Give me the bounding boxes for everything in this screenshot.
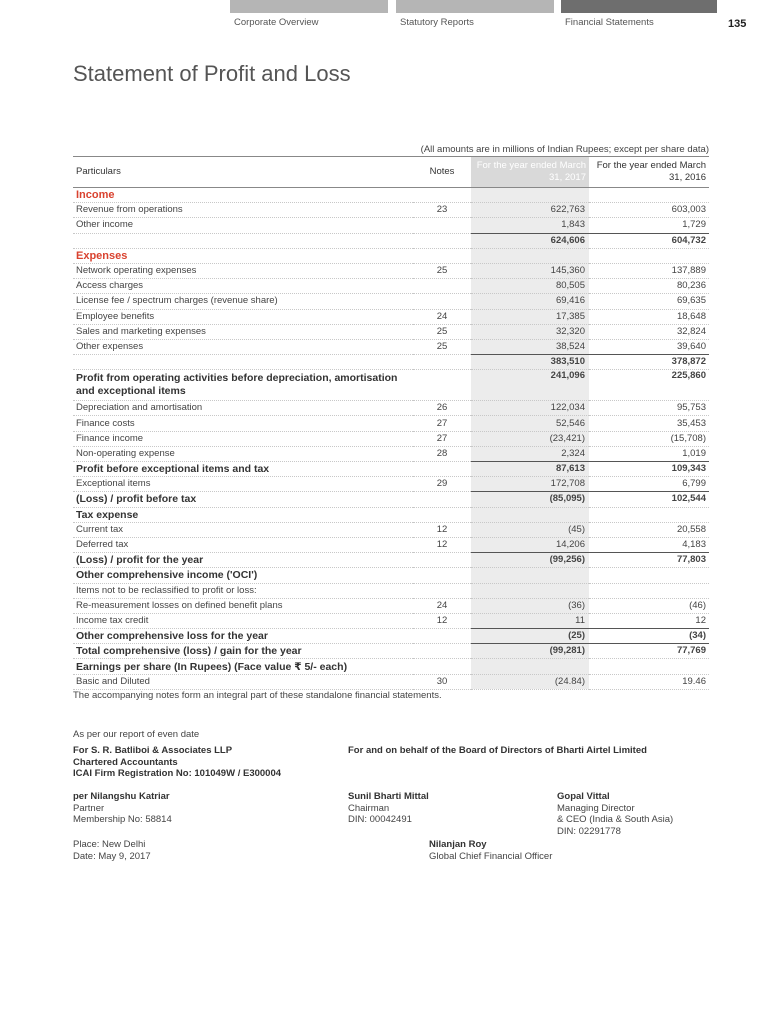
row-previous-year-value: 378,872 [589, 355, 709, 370]
table-row [73, 446, 709, 461]
row-label: Employee benefits [73, 309, 413, 324]
row-note [413, 279, 471, 294]
row-note: 23 [413, 203, 471, 218]
top-navigation [0, 0, 770, 30]
row-previous-year-value: 12 [589, 613, 709, 628]
row-label: Other income [73, 218, 413, 233]
row-label: Expenses [73, 248, 413, 263]
tab-bar [230, 0, 388, 13]
row-previous-year-value: (46) [589, 598, 709, 613]
row-note [413, 188, 471, 203]
row-note [413, 583, 471, 598]
row-note: 26 [413, 401, 471, 416]
row-note [413, 659, 471, 674]
tab-label: Financial Statements [565, 17, 654, 28]
row-label: Other comprehensive income ('OCI') [73, 568, 413, 583]
row-previous-year-value: 109,343 [589, 462, 709, 477]
page-number: 135 [728, 18, 747, 30]
place-date-block [73, 839, 151, 862]
row-note [413, 370, 471, 401]
table-row [73, 644, 709, 659]
row-note [413, 248, 471, 263]
table-row [73, 431, 709, 446]
row-previous-year-value: 604,732 [589, 233, 709, 248]
row-previous-year-value [589, 583, 709, 598]
report-line: As per our report of even date [73, 729, 200, 740]
row-current-year-value: 145,360 [471, 263, 589, 278]
row-previous-year-value: 35,453 [589, 416, 709, 431]
row-note: 24 [413, 309, 471, 324]
row-previous-year-value [589, 568, 709, 583]
table-row [73, 309, 709, 324]
row-current-year-value: 14,206 [471, 537, 589, 552]
row-current-year-value: 622,763 [471, 203, 589, 218]
tab-statutory-reports[interactable] [396, 0, 554, 30]
row-note: 12 [413, 613, 471, 628]
cfo-signatory [429, 839, 552, 862]
md-name: Gopal Vittal [557, 791, 610, 802]
row-label: Income tax credit [73, 613, 413, 628]
row-previous-year-value: 1,729 [589, 218, 709, 233]
row-current-year-value [471, 583, 589, 598]
row-previous-year-value: 603,003 [589, 203, 709, 218]
row-current-year-value [471, 248, 589, 263]
table-row [73, 233, 709, 248]
row-note: 25 [413, 263, 471, 278]
row-current-year-value [471, 188, 589, 203]
row-current-year-value: 1,843 [471, 218, 589, 233]
row-note [413, 492, 471, 507]
row-current-year-value: 17,385 [471, 309, 589, 324]
row-previous-year-value: 32,824 [589, 324, 709, 339]
row-label: Basic and Diluted [73, 674, 413, 689]
row-label: (Loss) / profit for the year [73, 553, 413, 568]
row-note: 24 [413, 598, 471, 613]
table-body [73, 188, 709, 690]
tab-label: Corporate Overview [234, 17, 319, 28]
table-row [73, 218, 709, 233]
row-label: Earnings per share (In Rupees) (Face value ₹ 5/- each) [73, 659, 413, 674]
row-current-year-value: 624,606 [471, 233, 589, 248]
row-current-year-value: 2,324 [471, 446, 589, 461]
column-header-particulars: Particulars [76, 166, 121, 177]
table-row [73, 629, 709, 644]
row-current-year-value: 122,034 [471, 401, 589, 416]
table-row [73, 568, 709, 583]
table-row [73, 462, 709, 477]
table-row [73, 613, 709, 628]
column-header-current-year: For the year ended March 31, 2017 [471, 157, 589, 188]
row-current-year-value: (99,281) [471, 644, 589, 659]
row-label [73, 233, 413, 248]
row-current-year-value: (36) [471, 598, 589, 613]
table-row [73, 355, 709, 370]
row-current-year-value: 383,510 [471, 355, 589, 370]
auditor-registration: ICAI Firm Registration No: 101049W / E300004 [73, 768, 282, 779]
table-row [73, 370, 709, 401]
row-note [413, 294, 471, 309]
tab-bar [561, 0, 717, 13]
cfo-name: Nilanjan Roy [429, 839, 487, 850]
row-note [413, 218, 471, 233]
row-label: Finance income [73, 431, 413, 446]
row-label: Finance costs [73, 416, 413, 431]
md-signatory [557, 791, 673, 837]
row-note [413, 644, 471, 659]
row-previous-year-value: 20,558 [589, 522, 709, 537]
table-row [73, 416, 709, 431]
row-previous-year-value [589, 507, 709, 522]
row-label: Deferred tax [73, 537, 413, 552]
row-label [73, 355, 413, 370]
auditor-signatory [73, 791, 172, 826]
md-role: Managing Director [557, 802, 635, 814]
row-label: Profit from operating activities before depreciation, amortisation and exceptional items [73, 370, 413, 401]
profit-loss-table [73, 156, 709, 690]
row-label: Current tax [73, 522, 413, 537]
row-current-year-value: (85,095) [471, 492, 589, 507]
row-previous-year-value: 77,803 [589, 553, 709, 568]
row-note: 27 [413, 431, 471, 446]
row-previous-year-value: 137,889 [589, 263, 709, 278]
row-note [413, 355, 471, 370]
table-row [73, 583, 709, 598]
row-previous-year-value [589, 248, 709, 263]
row-label: Sales and marketing expenses [73, 324, 413, 339]
row-note: 29 [413, 477, 471, 492]
row-current-year-value: (99,256) [471, 553, 589, 568]
row-current-year-value: 241,096 [471, 370, 589, 401]
table-row [73, 188, 709, 203]
table-row [73, 401, 709, 416]
tab-financial-statements[interactable] [561, 0, 717, 30]
board-line [348, 745, 647, 757]
row-note: 25 [413, 339, 471, 354]
row-label: Total comprehensive (loss) / gain for the year [73, 644, 413, 659]
row-previous-year-value: 69,635 [589, 294, 709, 309]
row-label: Non-operating expense [73, 446, 413, 461]
row-current-year-value: (23,421) [471, 431, 589, 446]
row-current-year-value: (25) [471, 629, 589, 644]
row-current-year-value: 11 [471, 613, 589, 628]
table-row [73, 553, 709, 568]
row-previous-year-value: 4,183 [589, 537, 709, 552]
row-previous-year-value: 102,544 [589, 492, 709, 507]
row-current-year-value: (24.84) [471, 674, 589, 689]
row-previous-year-value: (15,708) [589, 431, 709, 446]
row-previous-year-value: 6,799 [589, 477, 709, 492]
table-row [73, 279, 709, 294]
row-current-year-value: 69,416 [471, 294, 589, 309]
table-row [73, 294, 709, 309]
row-note [413, 629, 471, 644]
chairman-role: Chairman [348, 802, 390, 814]
row-note [413, 568, 471, 583]
row-previous-year-value: 77,769 [589, 644, 709, 659]
row-label: Network operating expenses [73, 263, 413, 278]
row-label: Tax expense [73, 507, 413, 522]
row-note [413, 462, 471, 477]
chairman-din: DIN: 00042491 [348, 814, 412, 825]
row-current-year-value [471, 507, 589, 522]
cfo-role: Global Chief Financial Officer [429, 850, 553, 862]
auditor-firm: For S. R. Batliboi & Associates LLP [73, 745, 233, 756]
table-row [73, 248, 709, 263]
table-row [73, 203, 709, 218]
row-current-year-value: 38,524 [471, 339, 589, 354]
table-row [73, 339, 709, 354]
column-header-notes: Notes [429, 166, 455, 177]
row-note [413, 553, 471, 568]
row-previous-year-value: 95,753 [589, 401, 709, 416]
chairman-name: Sunil Bharti Mittal [348, 791, 429, 802]
row-previous-year-value [589, 188, 709, 203]
row-label: Income [73, 188, 413, 203]
row-current-year-value [471, 568, 589, 583]
row-current-year-value: 32,320 [471, 324, 589, 339]
auditor-role: Partner [73, 802, 105, 814]
row-previous-year-value: 19.46 [589, 674, 709, 689]
row-label: License fee / spectrum charges (revenue share) [73, 294, 413, 309]
tab-corporate-overview[interactable] [230, 0, 388, 30]
row-note: 25 [413, 324, 471, 339]
md-role-detail: & CEO (India & South Asia) [557, 814, 674, 825]
row-note: 12 [413, 537, 471, 552]
table-row [73, 537, 709, 552]
place: Place: New Delhi [73, 839, 146, 850]
table-row [73, 659, 709, 674]
row-previous-year-value: 39,640 [589, 339, 709, 354]
table-row [73, 522, 709, 537]
row-label: Exceptional items [73, 477, 413, 492]
row-previous-year-value [589, 659, 709, 674]
footnote: The accompanying notes form an integral part of these standalone financial statements. [73, 690, 442, 701]
date: Date: May 9, 2017 [73, 850, 151, 862]
row-current-year-value: 52,546 [471, 416, 589, 431]
row-label: Revenue from operations [73, 203, 413, 218]
row-note [413, 233, 471, 248]
row-label: Items not to be reclassified to profit or loss: [73, 583, 413, 598]
row-previous-year-value: 225,860 [589, 370, 709, 401]
row-label: Depreciation and amortisation [73, 401, 413, 416]
auditor-type: Chartered Accountants [73, 756, 178, 768]
row-current-year-value [471, 659, 589, 674]
table-row [73, 674, 709, 689]
auditor-name: per Nilangshu Katriar [73, 791, 170, 802]
auditor-membership: Membership No: 58814 [73, 814, 172, 825]
column-header-previous-year: For the year ended March 31, 2016 [596, 160, 706, 183]
board-title: For and on behalf of the Board of Directors of Bharti Airtel Limited [348, 745, 647, 756]
row-note [413, 507, 471, 522]
page-title: Statement of Profit and Loss [73, 61, 351, 86]
table-row [73, 263, 709, 278]
table-header-row [73, 157, 709, 188]
row-label: Other comprehensive loss for the year [73, 629, 413, 644]
row-note: 30 [413, 674, 471, 689]
row-current-year-value: 172,708 [471, 477, 589, 492]
table-row [73, 477, 709, 492]
row-previous-year-value: 1,019 [589, 446, 709, 461]
row-previous-year-value: 80,236 [589, 279, 709, 294]
auditor-block [73, 745, 281, 780]
row-label: (Loss) / profit before tax [73, 492, 413, 507]
row-label: Access charges [73, 279, 413, 294]
table-row [73, 324, 709, 339]
row-label: Re-measurement losses on defined benefit plans [73, 598, 413, 613]
row-label: Other expenses [73, 339, 413, 354]
row-note: 12 [413, 522, 471, 537]
row-previous-year-value: 18,648 [589, 309, 709, 324]
row-current-year-value: (45) [471, 522, 589, 537]
chairman-signatory [348, 791, 429, 826]
row-current-year-value: 80,505 [471, 279, 589, 294]
row-current-year-value: 87,613 [471, 462, 589, 477]
row-label: Profit before exceptional items and tax [73, 462, 413, 477]
table-row [73, 507, 709, 522]
row-note: 28 [413, 446, 471, 461]
amounts-note: (All amounts are in millions of Indian Rupees; except per share data) [420, 144, 709, 155]
table-row [73, 492, 709, 507]
row-note: 27 [413, 416, 471, 431]
table-row [73, 598, 709, 613]
row-previous-year-value: (34) [589, 629, 709, 644]
tab-bar [396, 0, 554, 13]
md-din: DIN: 02291778 [557, 825, 621, 837]
tab-label: Statutory Reports [400, 17, 474, 28]
